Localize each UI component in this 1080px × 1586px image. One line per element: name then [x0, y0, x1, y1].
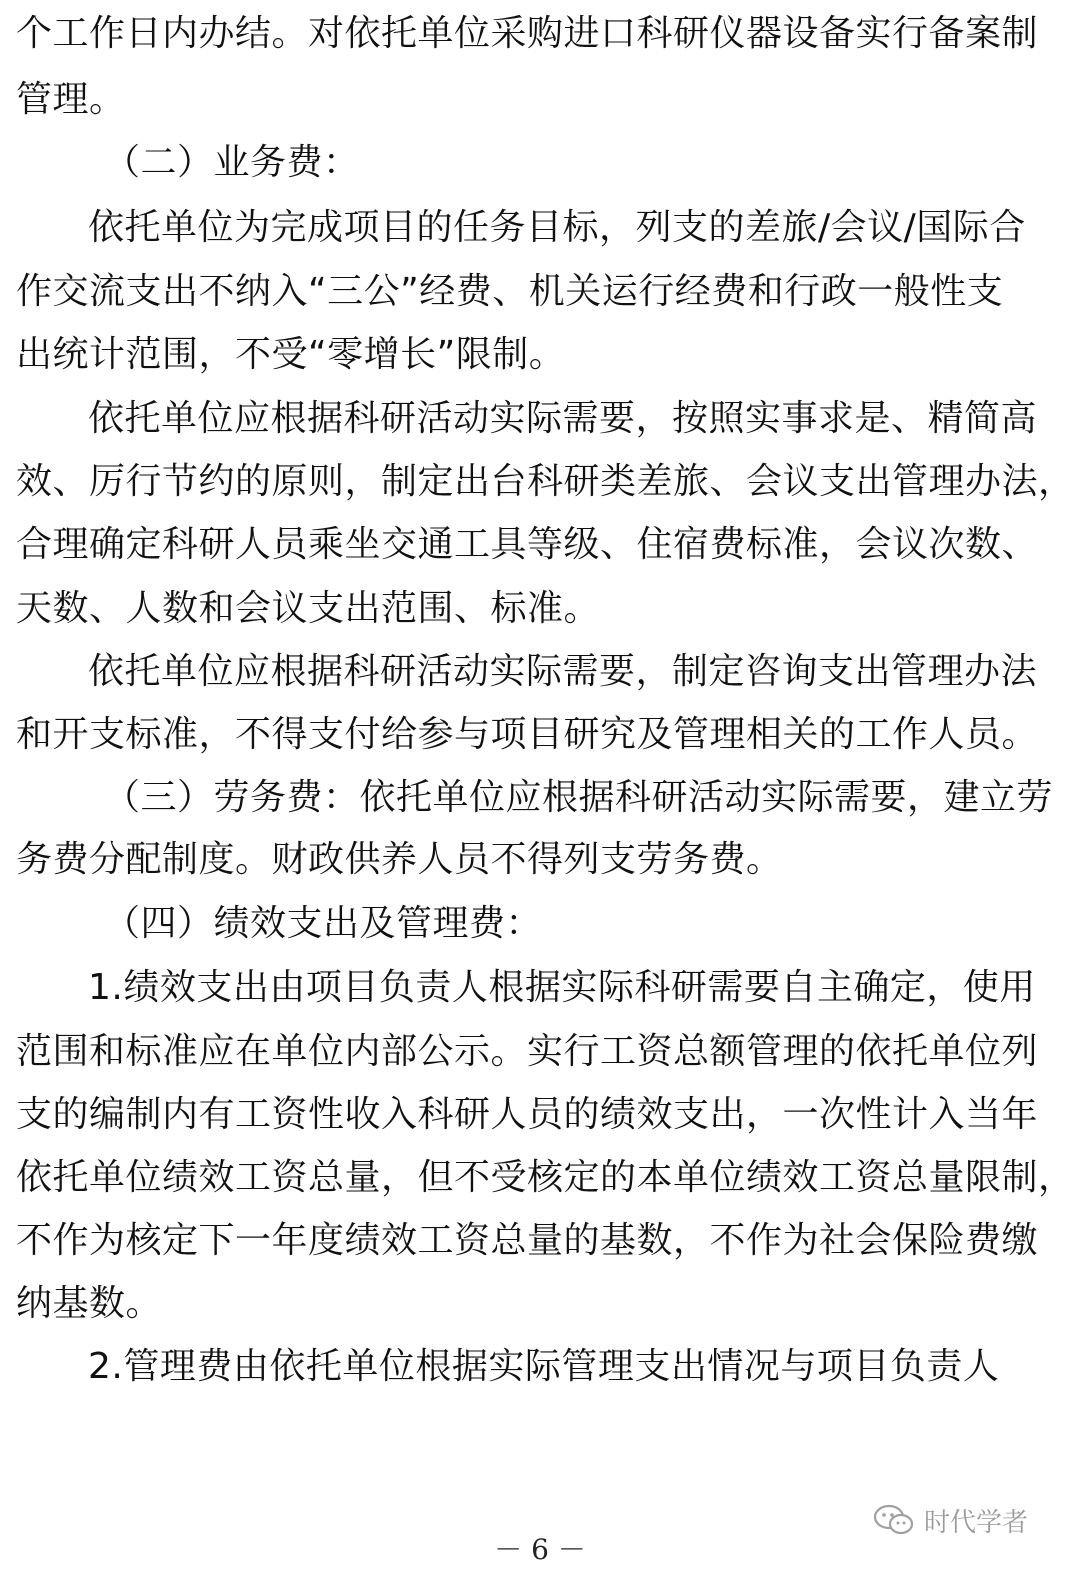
body-line: 和开支标准，不得支付给参与项目研究及管理相关的工作人员。 — [16, 714, 1039, 755]
body-line: 依托单位为完成项目的任务目标，列支的差旅/会议/国际合 — [88, 207, 1026, 248]
body-line: 出统计范围，不受“零增长”限制。 — [16, 334, 566, 375]
body-line: 纳基数。 — [16, 1283, 163, 1324]
body-line: 依托单位应根据科研活动实际需要，按照实事求是、精简高 — [88, 398, 1038, 439]
body-line: 作交流支出不纳入“三公”经费、机关运行经费和行政一般性支 — [16, 271, 1004, 312]
watermark — [872, 1500, 1028, 1540]
body-line: 支的编制内有工资性收入科研人员的绩效支出，一次性计入当年 — [16, 1094, 1039, 1135]
section-heading: （二）业务费： — [104, 142, 360, 183]
section-heading: （四）绩效支出及管理费： — [104, 903, 543, 944]
body-line: 合理确定科研人员乘坐交通工具等级、住宿费标准，会议次数、 — [16, 524, 1039, 565]
wechat-icon — [872, 1502, 916, 1538]
body-line: 天数、人数和会议支出范围、标准。 — [16, 588, 601, 629]
body-line: 依托单位应根据科研活动实际需要，制定咨询支出管理办法 — [88, 651, 1038, 692]
page-number: － 6 － — [494, 1533, 586, 1566]
body-line: 不作为核定下一年度绩效工资总量的基数，不作为社会保险费缴 — [16, 1220, 1039, 1261]
body-line: 范围和标准应在单位内部公示。实行工资总额管理的依托单位列 — [16, 1031, 1039, 1072]
body-line: 管理。 — [16, 79, 126, 120]
body-line: 务费分配制度。财政供养人员不得列支劳务费。 — [16, 839, 783, 880]
body-line: 2.管理费由依托单位根据实际管理支出情况与项目负责人 — [88, 1346, 1000, 1387]
body-line: 1.绩效支出由项目负责人根据实际科研需要自主确定，使用 — [88, 967, 1036, 1008]
body-line: 依托单位绩效工资总量，但不受核定的本单位绩效工资总量限制， — [16, 1157, 1075, 1198]
body-line: 效、厉行节约的原则，制定出台科研类差旅、会议支出管理办法， — [16, 461, 1075, 502]
body-line: 个工作日内办结。对依托单位采购进口科研仪器设备实行备案制 — [16, 13, 1039, 54]
section-heading: （三）劳务费：依托单位应根据科研活动实际需要，建立劳 — [104, 777, 1054, 818]
watermark-text: 时代学者 — [924, 1507, 1029, 1538]
